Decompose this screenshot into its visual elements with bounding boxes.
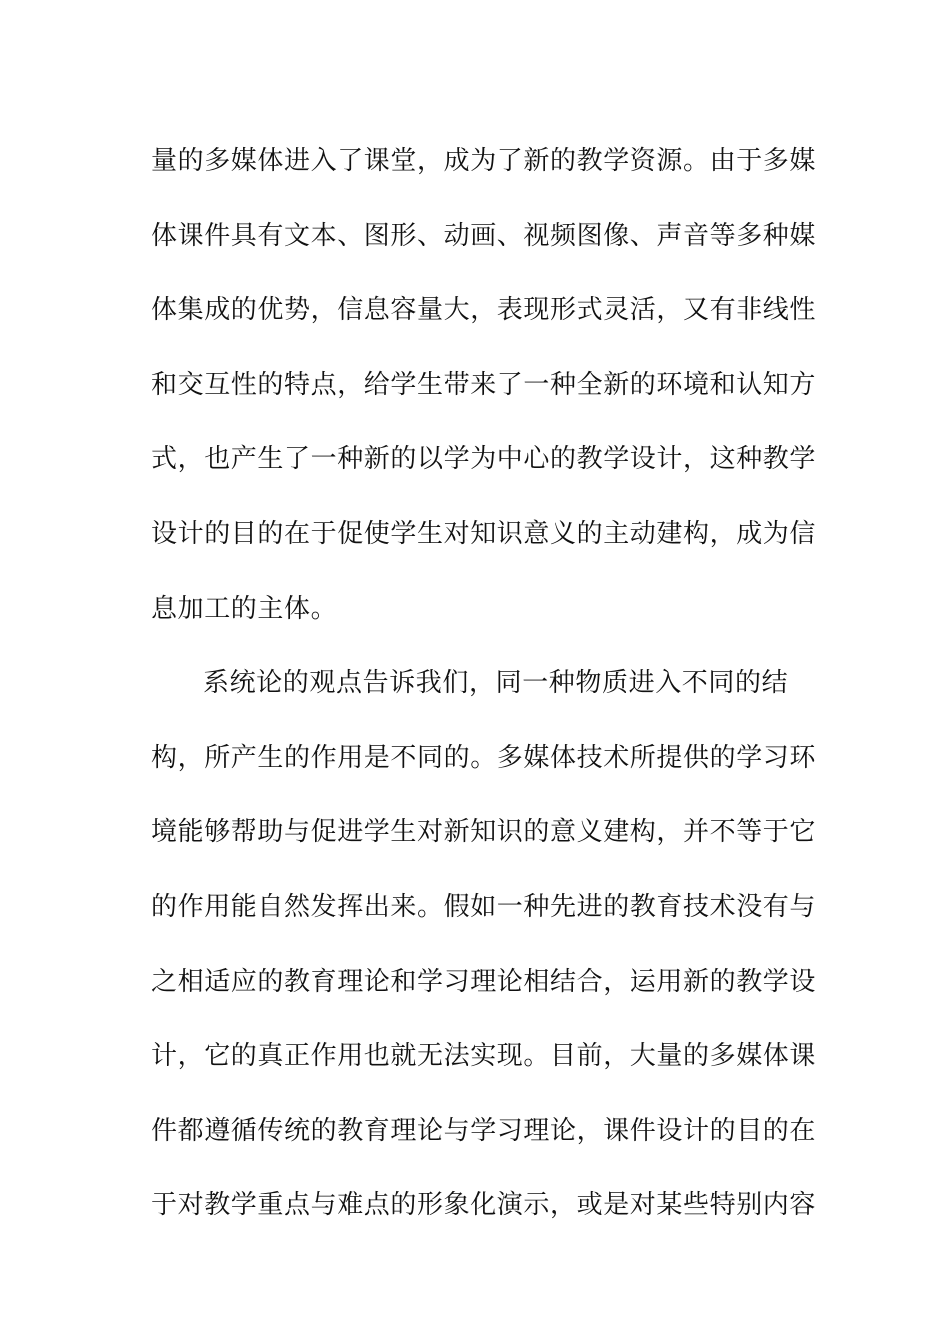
- text-line: 之相适应的教育理论和学习理论相结合，运用新的教学设: [151, 966, 817, 997]
- text-line: 构，所产生的作用是不同的。多媒体技术所提供的学习环: [151, 742, 817, 773]
- text-line: 体课件具有文本、图形、动画、视频图像、声音等多种媒: [151, 220, 817, 251]
- text-line: 体集成的优势，信息容量大，表现形式灵活，又有非线性: [151, 295, 817, 326]
- body-text: [151, 124, 817, 1243]
- text-line: 息加工的主体。: [151, 593, 338, 624]
- text-line: 的作用能自然发挥出来。假如一种先进的教育技术没有与: [151, 891, 817, 922]
- paragraph-first-line: 系统论的观点告诉我们，同一种物质进入不同的结: [203, 668, 789, 699]
- text-line: 式，也产生了一种新的以学为中心的教学设计，这种教学: [151, 444, 817, 475]
- text-line: 于对教学重点与难点的形象化演示，或是对某些特别内容: [151, 1190, 817, 1221]
- text-line: 境能够帮助与促进学生对新知识的意义建构，并不等于它: [151, 817, 817, 848]
- text-line: 计，它的真正作用也就无法实现。目前，大量的多媒体课: [151, 1041, 817, 1072]
- text-line: 设计的目的在于促使学生对知识意义的主动建构，成为信: [151, 518, 817, 549]
- text-line: 件都遵循传统的教育理论与学习理论，课件设计的目的在: [151, 1115, 817, 1146]
- text-line: 量的多媒体进入了课堂，成为了新的教学资源。由于多媒: [151, 146, 817, 176]
- text-line: 和交互性的特点，给学生带来了一种全新的环境和认知方: [151, 369, 817, 400]
